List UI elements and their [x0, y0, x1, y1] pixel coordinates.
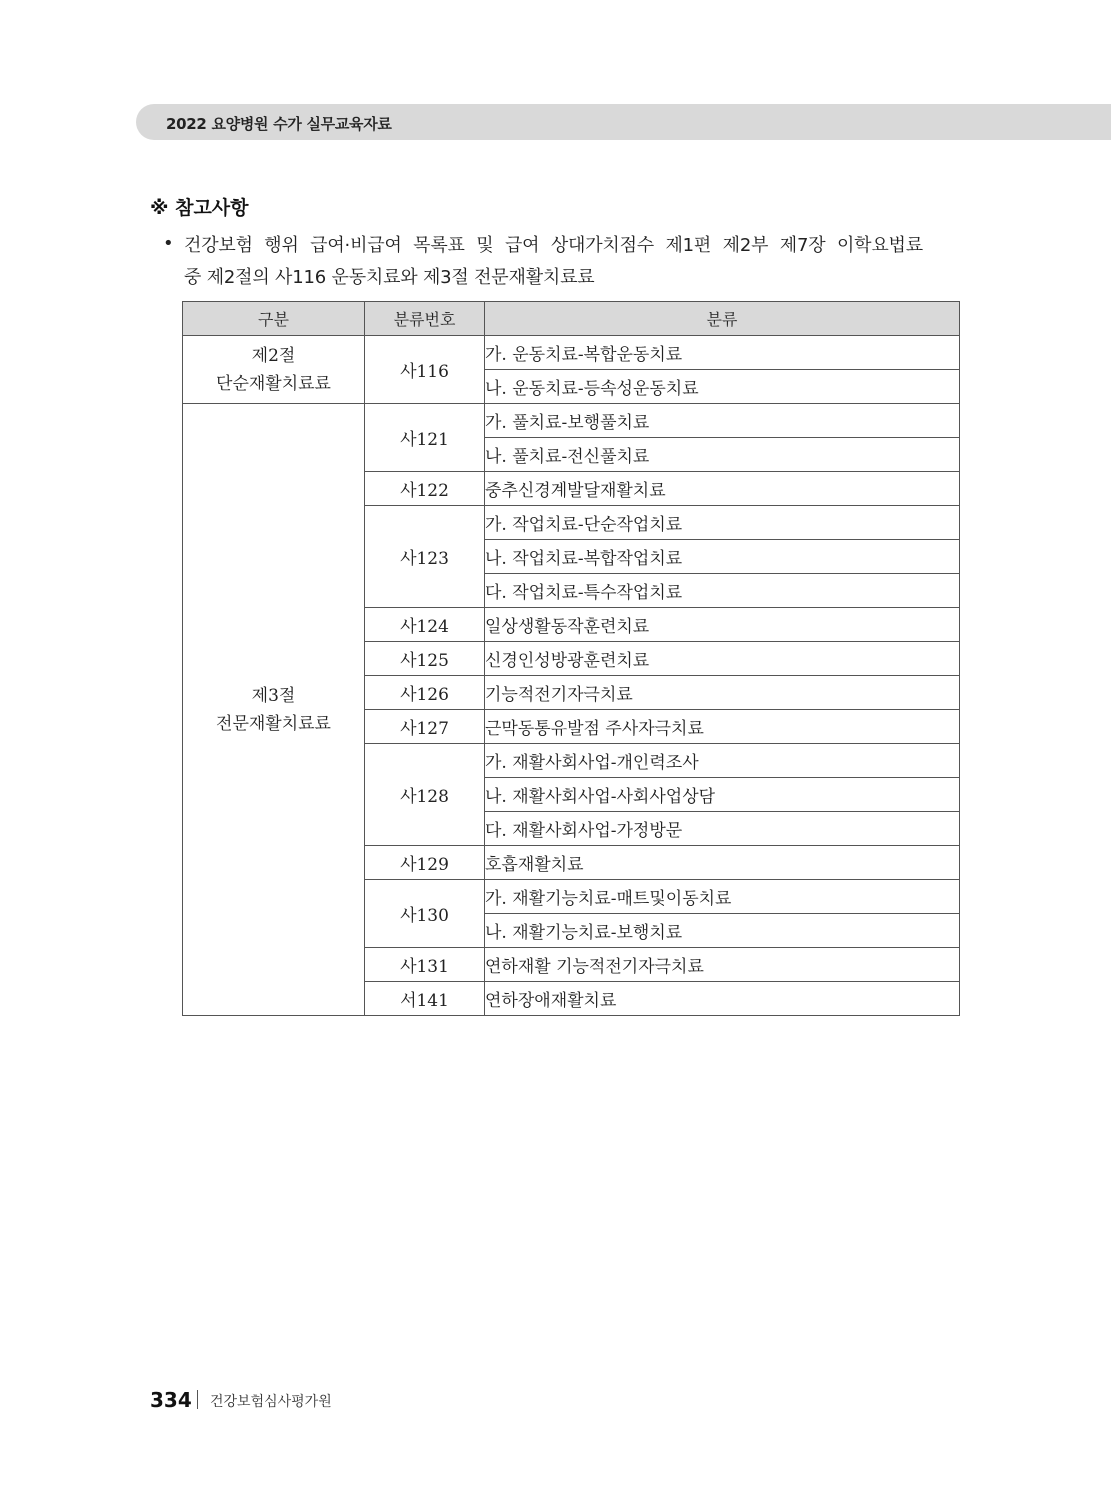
code-cell: 사127: [365, 710, 485, 744]
item-cell: 가. 풀치료-보행풀치료: [485, 404, 960, 438]
item-cell: 나. 풀치료-전신풀치료: [485, 438, 960, 472]
item-cell: 나. 운동치료-등속성운동치료: [485, 370, 960, 404]
item-cell: 다. 작업치료-특수작업치료: [485, 574, 960, 608]
classification-table: [182, 301, 960, 1016]
item-cell: 근막동통유발점 주사자극치료: [485, 710, 960, 744]
item-cell: 가. 운동치료-복합운동치료: [485, 336, 960, 370]
item-cell: 나. 작업치료-복합작업치료: [485, 540, 960, 574]
header-code: 분류번호: [365, 302, 485, 336]
code-cell: 사130: [365, 880, 485, 948]
code-cell: 사129: [365, 846, 485, 880]
item-cell: 가. 재활사회사업-개인력조사: [485, 744, 960, 778]
reference-line-1: 건강보험 행위 급여·비급여 목록표 및 급여 상대가치점수 제1편 제2부 제7장 이학요법료: [184, 235, 923, 256]
reference-paragraph: [184, 230, 964, 294]
code-cell: 서141: [365, 982, 485, 1016]
item-cell: 나. 재활사회사업-사회사업상담: [485, 778, 960, 812]
item-cell: 중추신경계발달재활치료: [485, 472, 960, 506]
item-cell: 호흡재활치료: [485, 846, 960, 880]
code-cell: 사128: [365, 744, 485, 846]
item-cell: 가. 작업치료-단순작업치료: [485, 506, 960, 540]
footer-organization: 건강보험심사평가원: [210, 1394, 332, 1410]
item-cell: 기능적전기자극치료: [485, 676, 960, 710]
item-cell: 가. 재활기능치료-매트및이동치료: [485, 880, 960, 914]
code-cell: 사125: [365, 642, 485, 676]
page-number: 334: [150, 1388, 192, 1412]
section-name: 단순재활치료료: [216, 373, 331, 394]
table-row: [183, 404, 960, 438]
header-category: 구분: [183, 302, 365, 336]
item-cell: 연하재활 기능적전기자극치료: [485, 948, 960, 982]
code-cell: 사131: [365, 948, 485, 982]
item-cell: 나. 재활기능치료-보행치료: [485, 914, 960, 948]
section-number: 제2절: [251, 345, 296, 366]
code-cell: 사126: [365, 676, 485, 710]
bullet-icon: •: [163, 233, 174, 254]
section-cell: [183, 404, 365, 1016]
header-classification: 분류: [485, 302, 960, 336]
item-cell: 다. 재활사회사업-가정방문: [485, 812, 960, 846]
footer-divider: [197, 1390, 198, 1409]
header-title: 2022 요양병원 수가 실무교육자료: [166, 115, 392, 133]
code-cell: 사122: [365, 472, 485, 506]
section-cell: [183, 336, 365, 404]
header-bar: [136, 104, 1111, 140]
section-name: 전문재활치료료: [216, 713, 331, 734]
item-cell: 신경인성방광훈련치료: [485, 642, 960, 676]
reference-line-2: 중 제2절의 사116 운동치료와 제3절 전문재활치료료: [184, 267, 595, 288]
table-header-row: [183, 302, 960, 336]
code-cell: 사124: [365, 608, 485, 642]
reference-title: ※ 참고사항: [150, 197, 249, 219]
table-row: [183, 336, 960, 370]
code-cell: 사116: [365, 336, 485, 404]
item-cell: 일상생활동작훈련치료: [485, 608, 960, 642]
section-number: 제3절: [251, 685, 296, 706]
code-cell: 사123: [365, 506, 485, 608]
item-cell: 연하장애재활치료: [485, 982, 960, 1016]
code-cell: 사121: [365, 404, 485, 472]
